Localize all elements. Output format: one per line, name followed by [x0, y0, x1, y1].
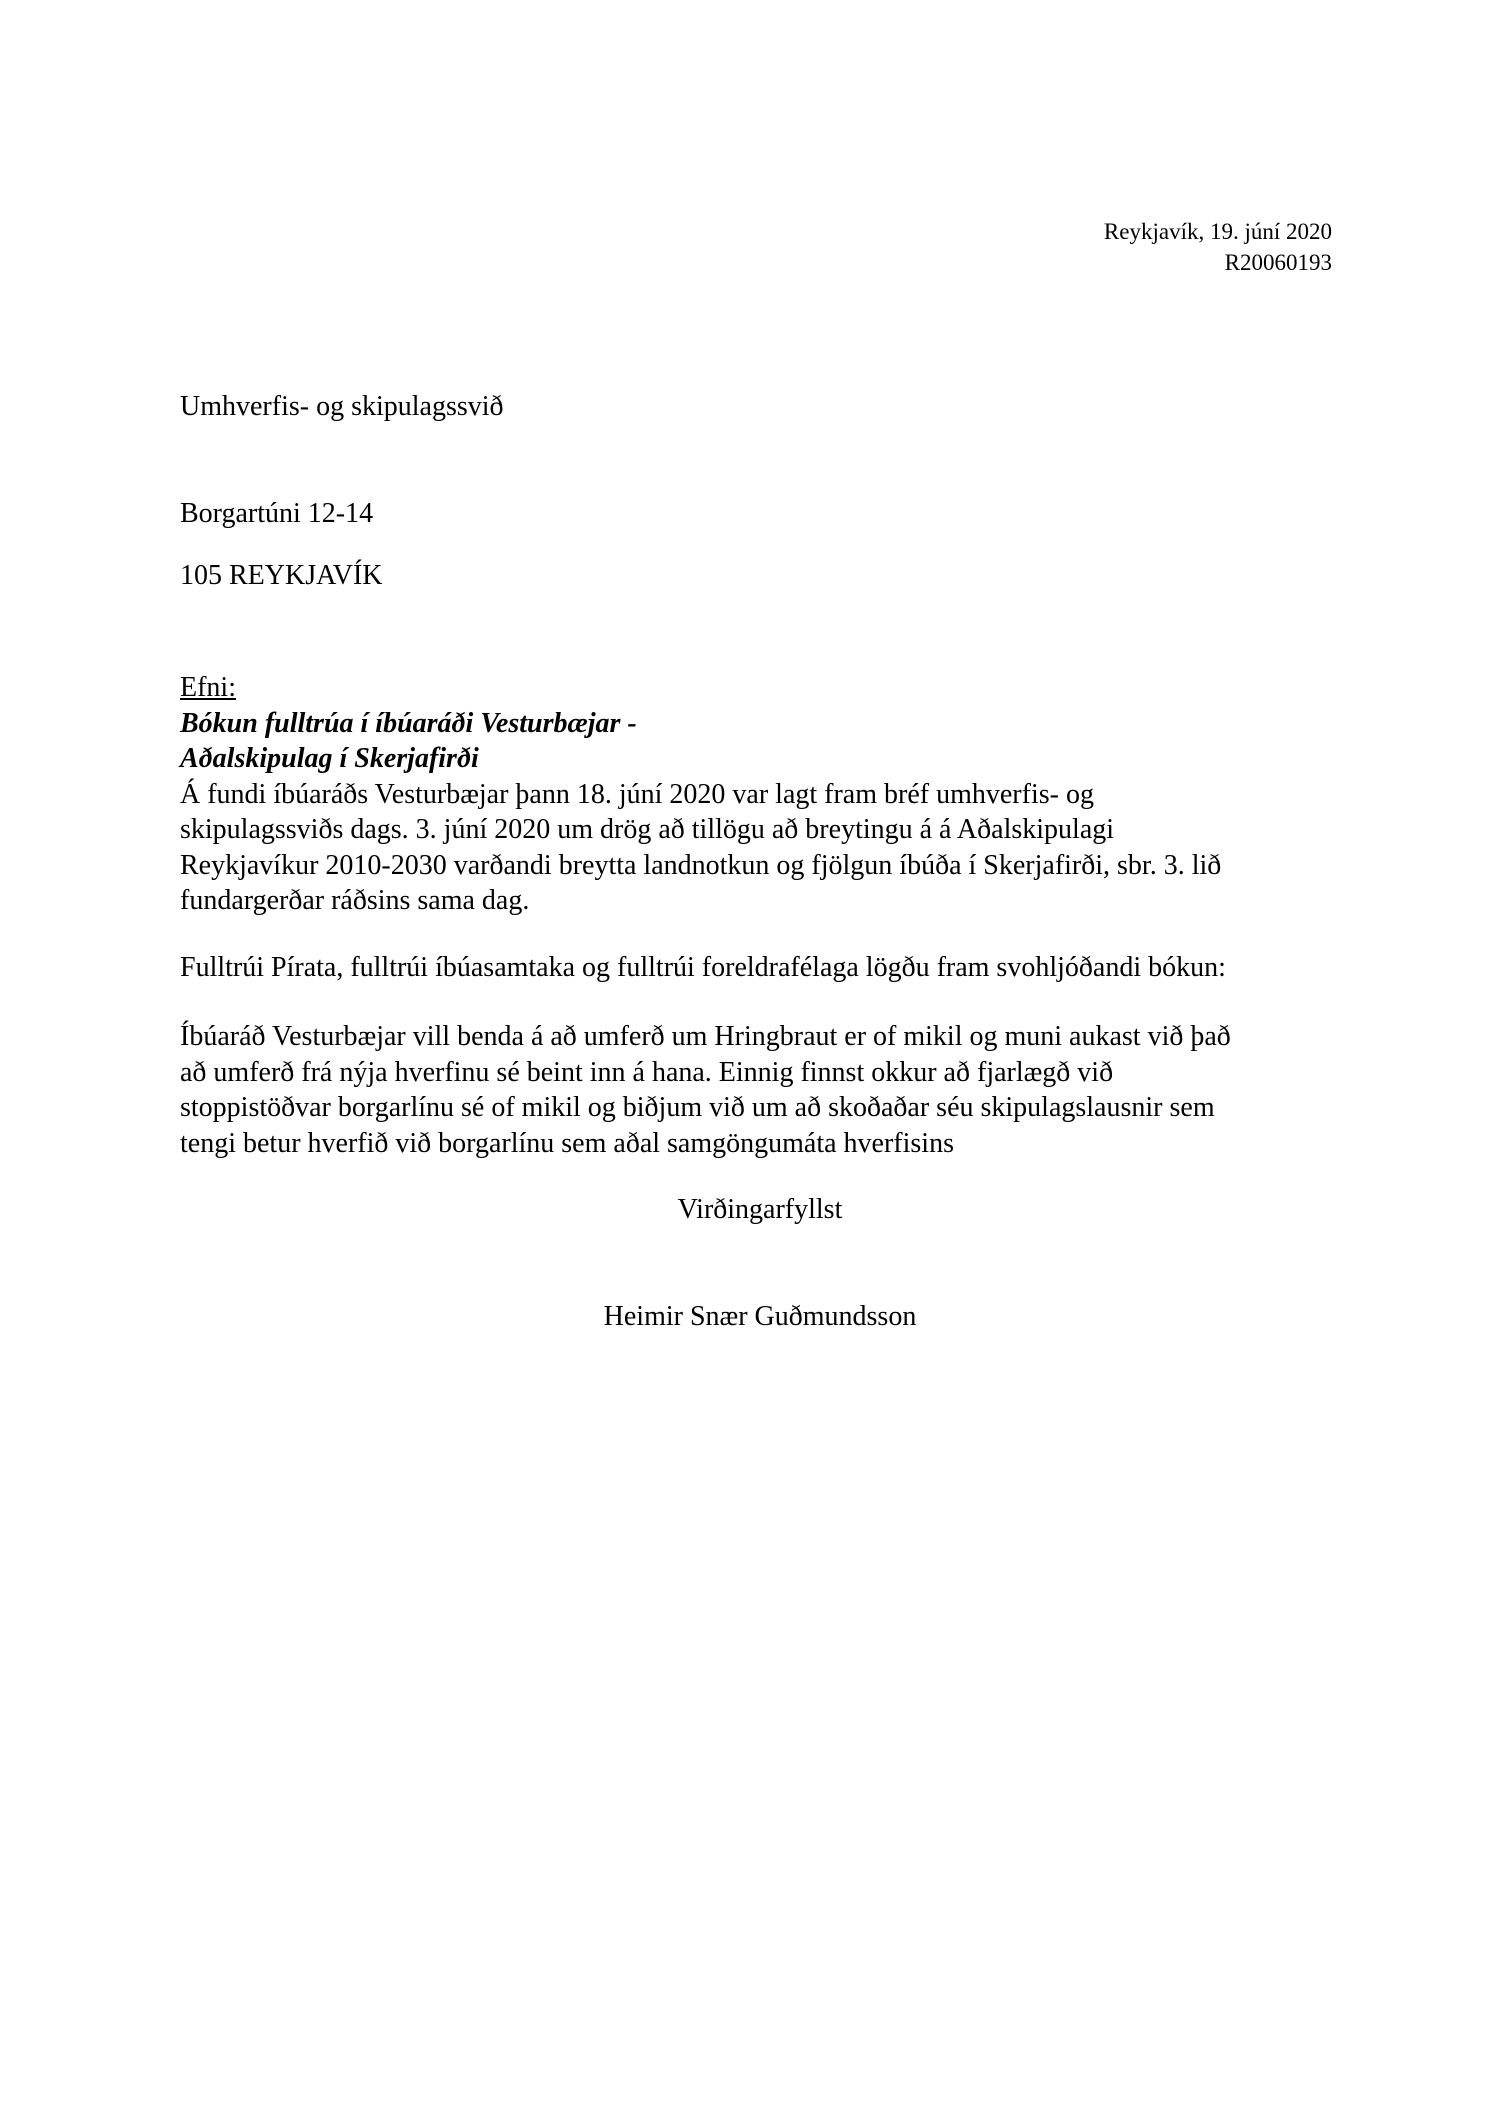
paragraph-3-line: tengi betur hverfið við borgarlínu sem aðal samgöngumáta hverfisins — [180, 1127, 954, 1159]
recipient-street: Borgartúni 12-14 — [180, 498, 374, 529]
recipient-name: Umhverfis- og skipulagssvið — [180, 391, 504, 422]
subject-block — [180, 670, 1340, 919]
paragraph-2 — [180, 950, 1340, 986]
paragraph-3-line: stoppistöðvar borgarlínu sé of mikil og biðjum við um að skoðaðar séu skipulagslausnir sem — [180, 1092, 1215, 1123]
paragraph-1-line: Reykjavíkur 2010-2030 varðandi breytta landnotkun og fjölgun íbúða í Skerjafirði, sbr. 3. lið — [180, 849, 1222, 881]
subject-label: Efni: — [180, 672, 236, 703]
paragraph-1-line: skipulagssviðs dags. 3. júní 2020 um drög að tillögu að breytingu á á Aðalskipulagi — [180, 814, 1115, 845]
paragraph-3-line: að umferð frá nýja hverfinu sé beint inn á hana. Einnig finnst okkur að fjarlægð við — [180, 1056, 1114, 1088]
letter-header — [1104, 216, 1332, 278]
subject-title-line-2: Aðalskipulag í Skerjafirði — [180, 743, 479, 774]
closing-salutation: Virðingarfyllst — [677, 1194, 843, 1225]
paragraph-3-line: Íbúaráð Vesturbæjar vill benda á að umferð um Hringbraut er of mikil og muni aukast við það — [180, 1021, 1231, 1052]
signatory-name: Heimir Snær Guðmundsson — [603, 1301, 917, 1332]
paragraph-3 — [180, 1019, 1340, 1161]
place-date: Reykjavík, 19. júní 2020 — [1103, 219, 1332, 244]
recipient-city: 105 REYKJAVÍK — [180, 560, 383, 591]
paragraph-1-line: Á fundi íbúaráðs Vesturbæjar þann 18. júní 2020 var lagt fram bréf umhverfis- og — [180, 778, 1094, 810]
paragraph-1-line: fundargerðar ráðsins sama dag. — [180, 885, 530, 916]
reference-number: R20060193 — [1224, 250, 1332, 275]
subject-title-line-1: Bókun fulltrúa í íbúaráði Vesturbæjar - — [180, 707, 637, 739]
paragraph-2-text: Fulltrúi Pírata, fulltrúi íbúasamtaka og fulltrúi foreldrafélaga lögðu fram svohljóðandi bókun: — [180, 952, 1226, 983]
